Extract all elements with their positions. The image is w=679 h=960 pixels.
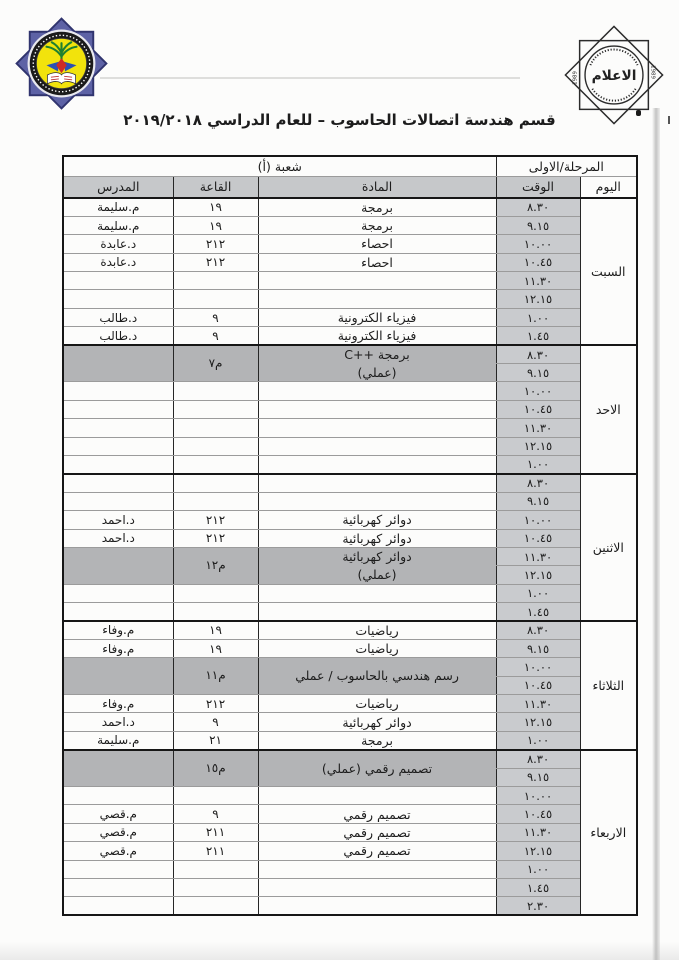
- subject-cell: تصميم رقمي: [258, 842, 496, 860]
- subject-cell: [258, 492, 496, 510]
- time-cell: ١.٠٠: [496, 308, 580, 326]
- teacher-cell: د.احمد: [63, 529, 173, 547]
- subject-cell: [258, 860, 496, 878]
- schedule-row: [63, 695, 637, 713]
- stamp-arc-text-bottom: [592, 89, 635, 101]
- day-label: الثلاثاء: [580, 621, 637, 750]
- room-cell: [173, 492, 258, 510]
- room-cell: ١٩: [173, 216, 258, 234]
- teacher-cell: [63, 787, 173, 805]
- schedule-table: [62, 155, 638, 916]
- room-cell: ٩: [173, 805, 258, 823]
- schedule-row: [63, 327, 637, 345]
- time-cell: ١٠.٠٠: [496, 511, 580, 529]
- schedule-row: [63, 658, 637, 676]
- subject-cell-practical: [258, 547, 496, 584]
- schedule-row: [63, 878, 637, 896]
- room-cell: [173, 878, 258, 896]
- section-header-cell: شعبة (أ): [63, 156, 496, 176]
- university-emblem-logo: [13, 14, 110, 113]
- teacher-cell: [63, 474, 173, 492]
- time-cell: ٨.٣٠: [496, 474, 580, 492]
- room-cell: [173, 787, 258, 805]
- time-cell: ٨.٣٠: [496, 198, 580, 216]
- time-cell: ١٢.١٥: [496, 842, 580, 860]
- day-label: الاربعاء: [580, 750, 637, 916]
- schedule-row: [63, 492, 637, 510]
- teacher-cell: [63, 400, 173, 418]
- time-cell: ٩.١٥: [496, 364, 580, 382]
- subject-cell: احصاء: [258, 235, 496, 253]
- subject-cell: تصميم رقمي: [258, 823, 496, 841]
- teacher-cell: [63, 547, 173, 584]
- room-cell: م٧: [173, 345, 258, 382]
- room-cell: [173, 272, 258, 290]
- subject-cell: [258, 603, 496, 621]
- teacher-cell: م.وفاء: [63, 695, 173, 713]
- subject-cell: [258, 455, 496, 473]
- room-cell: [173, 474, 258, 492]
- subject-cell: دوائر كهربائية: [258, 529, 496, 547]
- schedule-row: [63, 713, 637, 731]
- room-cell: [173, 382, 258, 400]
- time-cell: ١.٤٥: [496, 878, 580, 896]
- time-cell: ٨.٣٠: [496, 345, 580, 363]
- column-header-time: الوقت: [496, 176, 580, 198]
- time-cell: ١٠.٤٥: [496, 805, 580, 823]
- room-cell: [173, 603, 258, 621]
- schedule-row: [63, 308, 637, 326]
- teacher-cell: م.سليمة: [63, 216, 173, 234]
- time-cell: ١١.٣٠: [496, 695, 580, 713]
- teacher-cell: د.عابدة: [63, 253, 173, 271]
- schedule-row: [63, 400, 637, 418]
- time-cell: ١.٤٥: [496, 327, 580, 345]
- room-cell: ١٩: [173, 639, 258, 657]
- teacher-cell: [63, 290, 173, 308]
- schedule-row: [63, 290, 637, 308]
- subject-cell: دوائر كهربائية: [258, 713, 496, 731]
- teacher-cell: [63, 492, 173, 510]
- subject-cell: برمجة: [258, 216, 496, 234]
- time-cell: ١١.٣٠: [496, 547, 580, 565]
- schedule-row: [63, 253, 637, 271]
- time-cell: ٢.٣٠: [496, 897, 580, 915]
- schedule-row: [63, 805, 637, 823]
- scan-fold-line: [100, 77, 520, 79]
- stage-header-cell: المرحلة/الاولى: [496, 156, 637, 176]
- room-cell: ٩: [173, 308, 258, 326]
- time-cell: ١٢.١٥: [496, 290, 580, 308]
- teacher-cell: [63, 658, 173, 695]
- subject-line: تصميم رقمي (عملي): [321, 760, 433, 776]
- time-cell: ١.٠٠: [496, 455, 580, 473]
- schedule-row: [63, 511, 637, 529]
- subject-line: رسم هندسي بالحاسوب / عملي: [295, 668, 459, 684]
- schedule-row: [63, 621, 637, 639]
- time-cell: ١٠.٤٥: [496, 253, 580, 271]
- schedule-row: [63, 455, 637, 473]
- room-cell: ٢١٢: [173, 235, 258, 253]
- subject-cell: رياضيات: [258, 621, 496, 639]
- teacher-cell: د.احمد: [63, 511, 173, 529]
- subject-cell: برمجة: [258, 731, 496, 749]
- day-label: الاثنين: [580, 474, 637, 621]
- time-cell: ٩.١٥: [496, 639, 580, 657]
- day-label: الاحد: [580, 345, 637, 474]
- subject-cell: دوائر كهربائية: [258, 511, 496, 529]
- time-cell: ١.٠٠: [496, 584, 580, 602]
- time-cell: ١٠.٤٥: [496, 400, 580, 418]
- schedule-row: [63, 897, 637, 915]
- schedule-row: [63, 235, 637, 253]
- subject-cell: [258, 272, 496, 290]
- subject-cell: [258, 897, 496, 915]
- teacher-cell: [63, 860, 173, 878]
- room-cell: [173, 437, 258, 455]
- schedule-row: [63, 198, 637, 216]
- column-header-teacher: المدرس: [63, 176, 173, 198]
- subject-cell: فيزياء الكترونية: [258, 327, 496, 345]
- teacher-cell: [63, 272, 173, 290]
- room-cell: م١٥: [173, 750, 258, 787]
- room-cell: م١٢: [173, 547, 258, 584]
- room-cell: ٩: [173, 327, 258, 345]
- time-cell: ٩.١٥: [496, 768, 580, 786]
- subject-cell: [258, 474, 496, 492]
- scan-edge-shadow: [652, 108, 660, 960]
- schedule-row: [63, 272, 637, 290]
- time-cell: ١.٠٠: [496, 860, 580, 878]
- teacher-cell: [63, 382, 173, 400]
- time-cell: ١٢.١٥: [496, 713, 580, 731]
- room-cell: ١٩: [173, 621, 258, 639]
- room-cell: [173, 897, 258, 915]
- subject-cell: برمجة: [258, 198, 496, 216]
- time-cell: ١٠.٤٥: [496, 529, 580, 547]
- schedule-row: [63, 731, 637, 749]
- time-cell: ١١.٣٠: [496, 272, 580, 290]
- schedule-row: [63, 639, 637, 657]
- subject-cell-practical: [258, 750, 496, 787]
- column-header-room: القاعة: [173, 176, 258, 198]
- teacher-cell: [63, 345, 173, 382]
- teacher-cell: م.وفاء: [63, 621, 173, 639]
- room-cell: [173, 400, 258, 418]
- schedule-row: [63, 823, 637, 841]
- teacher-cell: م.وفاء: [63, 639, 173, 657]
- stamp-center-text: الاعلام: [591, 67, 637, 84]
- teacher-cell: د.طالب: [63, 327, 173, 345]
- subject-cell: [258, 878, 496, 896]
- subject-cell-practical: [258, 658, 496, 695]
- subject-cell-practical: [258, 345, 496, 382]
- teacher-cell: م.سليمة: [63, 198, 173, 216]
- room-cell: [173, 455, 258, 473]
- teacher-cell: [63, 897, 173, 915]
- open-book-icon: [47, 73, 75, 84]
- stamp-year-right: 1989: [649, 65, 656, 79]
- room-cell: ٢١٢: [173, 511, 258, 529]
- room-cell: ٢١١: [173, 823, 258, 841]
- subject-cell: فيزياء الكترونية: [258, 308, 496, 326]
- teacher-cell: م.قصي: [63, 842, 173, 860]
- schedule-row: [63, 419, 637, 437]
- teacher-cell: م.قصي: [63, 823, 173, 841]
- subject-cell: [258, 382, 496, 400]
- subject-cell: رياضيات: [258, 639, 496, 657]
- time-cell: ١٠.٠٠: [496, 235, 580, 253]
- subject-line: دوائر كهربائية: [342, 549, 412, 565]
- teacher-cell: [63, 437, 173, 455]
- subject-cell: [258, 400, 496, 418]
- subject-cell: [258, 787, 496, 805]
- schedule-row: [63, 382, 637, 400]
- schedule-row: [63, 547, 637, 565]
- time-cell: ١٠.٠٠: [496, 658, 580, 676]
- teacher-cell: م.سليمة: [63, 731, 173, 749]
- schedule-row: [63, 584, 637, 602]
- day-label: السبت: [580, 198, 637, 345]
- teacher-cell: م.قصي: [63, 805, 173, 823]
- subject-cell: احصاء: [258, 253, 496, 271]
- teacher-cell: [63, 603, 173, 621]
- time-cell: ١٠.٠٠: [496, 382, 580, 400]
- time-cell: ١.٤٥: [496, 603, 580, 621]
- subject-line: (عملي): [357, 364, 397, 380]
- schedule-row: [63, 603, 637, 621]
- room-cell: ١٩: [173, 198, 258, 216]
- room-cell: ٢١٢: [173, 529, 258, 547]
- teacher-cell: [63, 419, 173, 437]
- time-cell: ٩.١٥: [496, 492, 580, 510]
- subject-cell: رياضيات: [258, 695, 496, 713]
- schedule-row: [63, 345, 637, 363]
- time-cell: ١٢.١٥: [496, 437, 580, 455]
- teacher-cell: د.احمد: [63, 713, 173, 731]
- room-cell: [173, 584, 258, 602]
- room-cell: ٩: [173, 713, 258, 731]
- room-cell: [173, 419, 258, 437]
- time-cell: ١٠.٤٥: [496, 676, 580, 694]
- time-cell: ١.٠٠: [496, 731, 580, 749]
- time-cell: ٩.١٥: [496, 216, 580, 234]
- time-cell: ١٢.١٥: [496, 566, 580, 584]
- teacher-cell: [63, 455, 173, 473]
- room-cell: ٢١١: [173, 842, 258, 860]
- room-cell: ٢١٢: [173, 253, 258, 271]
- room-cell: ٢١٢: [173, 695, 258, 713]
- time-cell: ١١.٣٠: [496, 823, 580, 841]
- time-cell: ٨.٣٠: [496, 621, 580, 639]
- subject-cell: [258, 584, 496, 602]
- column-header-day: اليوم: [580, 176, 637, 198]
- schedule-row: [63, 750, 637, 768]
- room-cell: ٢١: [173, 731, 258, 749]
- teacher-cell: [63, 750, 173, 787]
- schedule-row: [63, 437, 637, 455]
- scan-bottom-shadow: [0, 942, 679, 960]
- teacher-cell: [63, 878, 173, 896]
- room-cell: م١١: [173, 658, 258, 695]
- stamp-year-left: 1989: [572, 71, 579, 85]
- schedule-row: [63, 529, 637, 547]
- subject-cell: [258, 437, 496, 455]
- schedule-row: [63, 860, 637, 878]
- schedule-row: [63, 842, 637, 860]
- time-cell: ٨.٣٠: [496, 750, 580, 768]
- subject-cell: [258, 290, 496, 308]
- time-cell: ١١.٣٠: [496, 419, 580, 437]
- subject-line: (عملي): [357, 566, 397, 582]
- subject-cell: [258, 419, 496, 437]
- column-header-subject: المادة: [258, 176, 496, 198]
- room-cell: [173, 860, 258, 878]
- subject-line: برمجة C++‎: [344, 347, 410, 363]
- teacher-cell: [63, 584, 173, 602]
- subject-cell: تصميم رقمي: [258, 805, 496, 823]
- teacher-cell: د.طالب: [63, 308, 173, 326]
- page-title: قسم هندسة اتصالات الحاسوب – للعام الدراسي ٢٠١٩/٢٠١٨: [123, 111, 556, 129]
- schedule-row: [63, 216, 637, 234]
- schedule-row: [63, 787, 637, 805]
- time-cell: ١٠.٠٠: [496, 787, 580, 805]
- room-cell: [173, 290, 258, 308]
- schedule-row: [63, 474, 637, 492]
- teacher-cell: د.عابدة: [63, 235, 173, 253]
